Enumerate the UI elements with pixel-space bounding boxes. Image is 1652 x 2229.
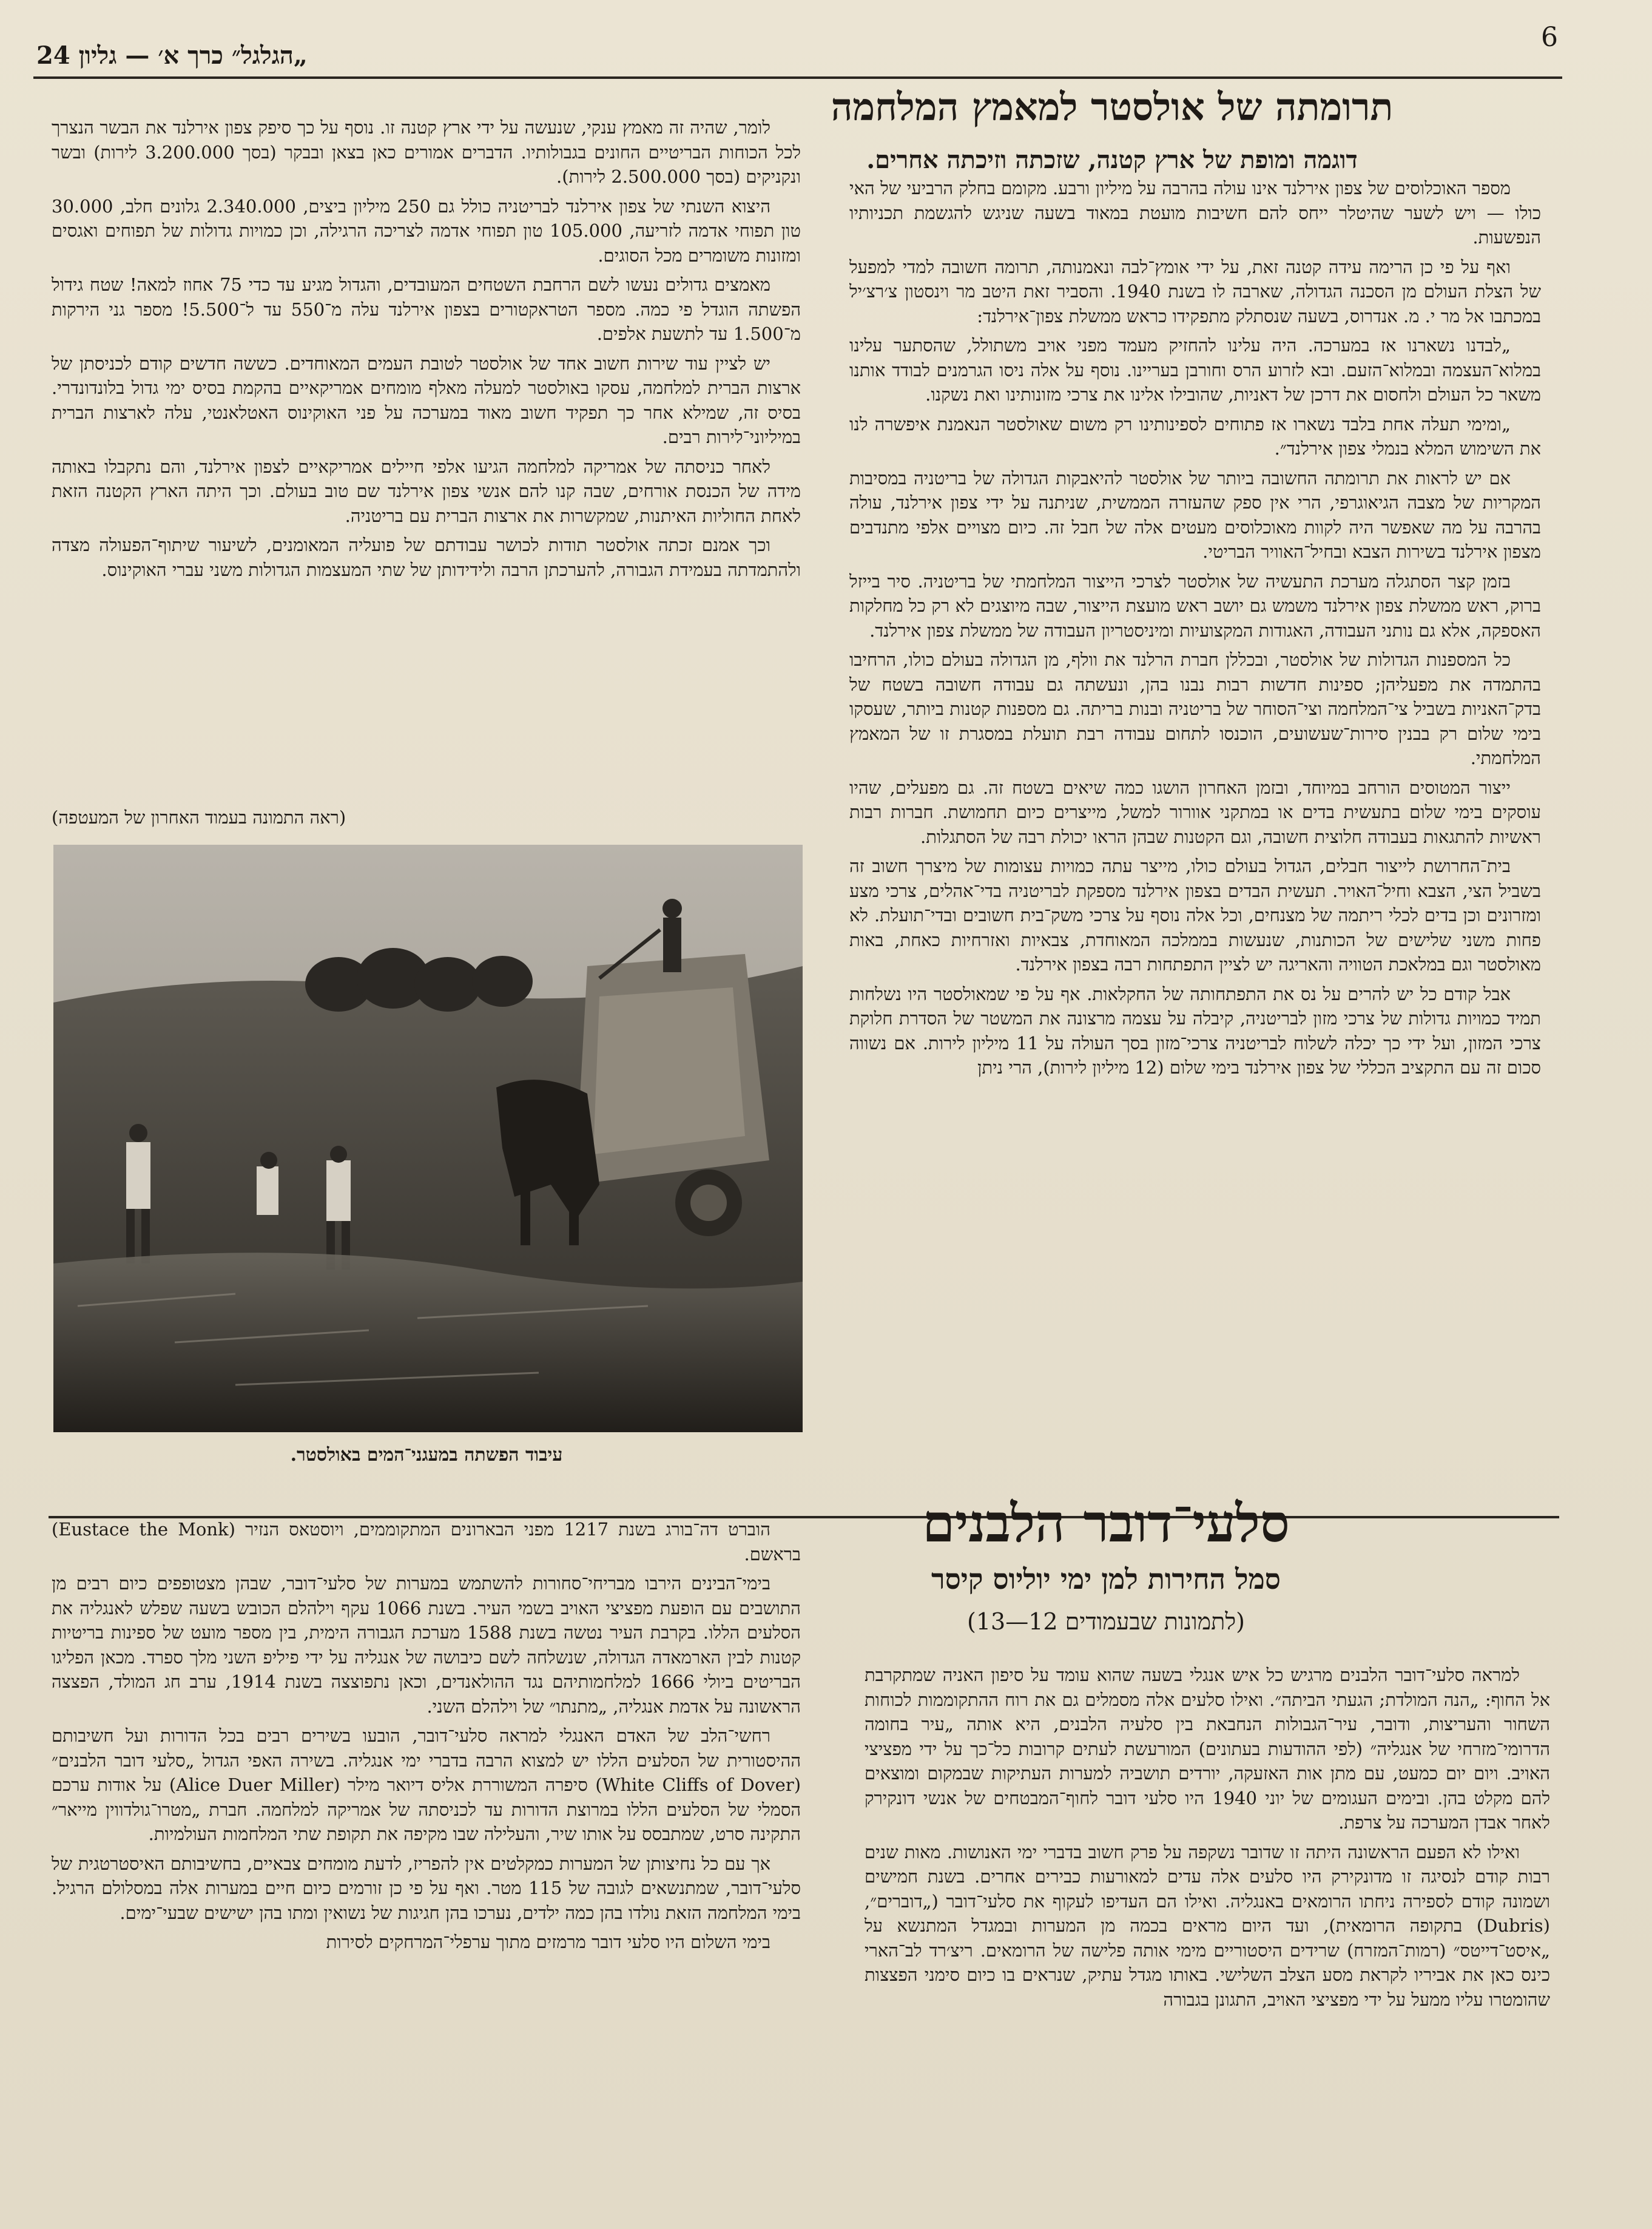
paragraph: ואף על פי כן הרימה עידה קטנה זאת, על ידי אומץ־לבה ונאמנותה, תרומה חשובה למדי למפעל של הצלת העולם מן הסכנה הגדולה, שארבה לו בשנת 1940. והסביר זאת היטב מר וינסטון צ׳רצ׳יל במכתבו אל מר י. מ. אנדרוס, בשעה שנסתלק מתפקידו כראש ממשלת צפון־אירלנד: [849, 256, 1541, 326]
article-column-left [52, 115, 801, 807]
paragraph: „ומימי תעלה אחת בלבד נשארו אז פתוחים לספינותינו רק משום שאולסטר הנאמנת איפשרה לנו את השימוש המלא בנמלי צפון אירלנד״. [849, 413, 1541, 459]
paragraph: בימי־הבינים הירבו מבריחי־סחורות להשתמש במערות של סלעי־דובר, שבהן מצטופפים כיום רבים מן התושבים עם הופעת מפציצי האויב בשמי העיר. בשנת 1066 עקף וילהלם הכובש בשעה שפלש לאנגליה את הסלעים הללו. בקרבת העיר נטשה בשנת 1588 מערכת הגבורה הימית, בין מספר מועט של ספינות בריטיות קטנות לבין הארמאדה הגדולה, שנשלחה לשם כיבושה של אנגליה על ידי פיליפ השני מלך ספרד. מכאן הפליגו הבריטים ביולי 1666 למלחמותיהם נגד ההולאנדים, וכאן נתפוצצה בשנת 1914, ערב חג המולד, הפצצה הראשונה על אדמת אנגליה, „מתנתו״ של וילהלם השני. [52, 1573, 801, 1717]
paragraph: מספר האוכלוסים של צפון אירלנד אינו עולה בהרבה על מיליון ורבע. מקומם בחלק הרביעי של האי כולו — ויש לשער שהיטלר ייחס להם חשיבות מועטת במאוד בשעה שניגש להגשמת תכניותיו הנפשעות. [849, 178, 1541, 248]
photo-caption: עיבוד הפשתה במעגני־המים באולסטר. [290, 1444, 563, 1466]
paragraph: לאחר כניסתה של אמריקה למלחמה הגיעו אלפי חיילים אמריקאיים לצפון אירלנד, והם נתקבלו באותה מידה של הכנסת אורחים, שבה קנו להם אנשי צפון אירלנד שם טוב בעולם. וכך היתה הארץ הקטנה הזאת לאחת החוליות האיתנות, שמקשרות את ארצות הברית עם בריטניה. [52, 456, 801, 526]
article2-column-right [865, 1663, 1550, 2221]
article2-note: (לתמונות שבעמודים 12—13) [967, 1608, 1245, 1635]
paragraph: בימי השלום היו סלעי דובר מרמזים מתוך ערפלי־המרחקים לסירות [326, 1932, 770, 1952]
paragraph: ואילו לא הפעם הראשונה היתה זו שדובר נשקפה על פרק חשוב בדברי ימי האנושות. מאות שנים רבות קודם לנסיגה זו מדונקירק היו סלעים אלה עדים למאורעות כבירים אחרים. בשנת חמישים ושמונה קודם לספירה ניחתו הרומאים באנגליה. ואילו הם העדיפו לעקוף את סלעי־דובר („דוברים״, (Dubris) בתקופה הרומאית), ועד היום מראים בכמה מן המערות ובמגדל המתנשא על „איסט־דייטס״ (רמות־המזרח) שרידים היסטוריים מימי אותה פלישה של הרומאים. ריצ׳רד לב־הארי כינס כאן את אביריו לקראת מסע הצלב השלישי. באותו מגדל עתיק, שנראים בו כיום סימני הפצצות שהומטרו עליו ממעל על ידי מפציצי האויב, התגונן בגבורה [865, 1841, 1550, 2010]
paragraph: היצוא השנתי של צפון אירלנד לבריטניה כולל גם 250 מיליון ביצים, 2.340.000 גלונים חלב, 30.000 טון תפוחי אדמה לזריעה, 105.000 טון תפוחי אדמה לצריכה הרגילה, וכן כמויות גדולות של תפוחים ואגסים ומזונות משומרים מכל הסוגים. [52, 195, 801, 266]
page-number: 6 [1541, 22, 1558, 53]
paragraph: בזמן קצר הסתגלה מערכת התעשיה של אולסטר לצרכי הייצור המלחמתי של בריטניה. סיר בייזל ברוק, ראש ממשלת צפון אירלנד משמש גם יושב ראש מועצת הייצור, שבה מיוצגים לא רק כל מחלקות האספקה, אלא גם נותני העבודה, האגודות המקצועיות ומיניסטריון העבודה של ממשלת צפון אירלנד. [849, 570, 1541, 641]
running-header: „הגלגל״ כרך א׳ — גליון 24 [36, 41, 308, 70]
paragraph: לומר, שהיה זה מאמץ ענקי, שנעשה על ידי ארץ קטנה זו. נוסף על כך סיפק צפון אירלנד את הבשר הנצרך לכל הכוחות הבריטיים החונים בגבולותיו. הדברים אמורים כאן בצאן ובבקר (בסך 3.200.000 לירות) ובשר ונקניקים (בסך 2.500.000 לירות). [52, 117, 801, 187]
paragraph: אם יש לראות את תרומתה החשובה ביותר של אולסטר להיאבקות הגדולה של בריטניה במסיבות המקריות של מצבה הגיאוגרפי, הרי אין ספק שהעזרה הממשית, שניתנה על ידי צפון אירלנד, עולה בהרבה על מה שאפשר היה לקוות מאוכלוסים מעטים אלה של חבל זה. כיום מצויים אלפי מתנדבים מצפון אירלנד בשירות הצבא ובחיל־האוויר הבריטי. [849, 467, 1541, 562]
paragraph: אבל קודם כל יש להרים על נס את התפתחותה של החקלאות. אף על פי שמאולסטר היו נשלחות תמיד כמויות גדולות של צרכי מזון לבריטניה, קיבלה על עצמה מרצונה את המשטר של הסדרת חלוקת צרכי המזון, ועל ידי כך יכלה לשלוח לבריטניה צרכי־מזון בסך העולה על 11 מיליון לירות. אם נשווה סכום זה עם התקציב הכללי של צפון אירלנד בימי שלום (12 מיליון לירות), הרי ניתן [849, 983, 1541, 1078]
article-subtitle: דוגמה ומופת של ארץ קטנה, שזכתה וזיכתה אחרים. [866, 146, 1358, 174]
paragraph: „לבדנו נשארנו אז במערכה. היה עלינו להחזיק מעמד מפני אויב משתולל, שהסתער עלינו במלוא־העצמה ובמלוא־הזעם. ובא לזרוע הרס וחורבן בעריינו. נוסף על אלה ניסו הגרמנים לבודד אותנו משאר כל העולם ולחסום את דרכן של דאניות, שהובילו אלינו את צרכי מזונותינו ואת נשקנו. [849, 335, 1541, 405]
paragraph: בית־החרושת לייצור חבלים, הגדול בעולם כולו, מייצר עתה כמויות עצומות של מיצרך חשוב זה בשביל הצי, הצבא וחיל־האויר. תעשית הבדים בצפון אירלנד מספקת לבריטניה בדי־אהלים, צרכי מצע ומזרונים וכן בדים לכלי ריתמה של מצנחים, וכל אלה נוסף על צרכי משק־בית חשובים ובדי־תועלת. לא פחות משני שלישים של הכותנות, שנעשות בממלכה המאוחדת, צבאיות ואזרחיות כאחת, באות מאולסטר וגם במלאכת הטוויה והאריגה יש לציין התפתחות רבה בצפון אירלנד. [849, 856, 1541, 975]
paragraph: ייצור המטוסים הורחב במיוחד, ובזמן האחרון הושגו כמה שיאים בשטח זה. גם מפעלים, שהיו עוסקים בימי שלום בתעשית בדים או במתקני אוורור למשל, מייצרים כיום תחמושת. חברות רבות ראשיות להתגאות בעבודה חלוצית חשובה, וגם הקטנות שבהן הראו יכולת רבה של הסתגלות. [849, 777, 1541, 847]
paragraph: הוברט דה־בורג בשנת 1217 מפני הבארונים המתקוממים, ויוסטאס הנזיר (Eustace the Monk) בראשם. [52, 1519, 801, 1564]
article2-column-left [52, 1517, 801, 2221]
photo-credit-note: (ראה התמונה בעמוד האחרון של המעטפה) [52, 807, 346, 828]
paragraph: כל המספנות הגדולות של אולסטר, ובכללן חברת הרלנד את וולף, מן הגדולה בעולם כולו, הרחיבו בהתמדה את מפעליהן; ספינות חדשות רבות נבנו בהן, ונעשתה גם עבודה חשובה בשטח של בדק־האניות בשביל צי־המלחמה וצי־הסוחר של בריטניה ובנות בריתה. גם מספנות קטנות ביותר, שעסקו בימי שלום רק בבנין סירות־שעשועים, הוכנסו לתחום עבודה רבת תועלת במסגרת זו של המאמץ המלחמתי. [849, 649, 1541, 768]
article2-title: סלעי־דובר הלבנים [922, 1493, 1290, 1554]
paragraph: רחשי־הלב של האדם האנגלי למראה סלעי־דובר, הובעו בשירים רבים בכל הדורות ועל חשיבותם ההיסטורית של הסלעים הללו יש למצוא הרבה בדברי ימי אנגליה. בשירה האפי הגדול „סלעי דובר הלבנים״ (White Cliffs of Dover) סיפרה המשוררת אליס דיואר מילר (Alice Duer Miller) על אודות ערכם הסמלי של הסלעים הללו במרוצת הדורות עד לכניסתה של אמריקה למלחמה. חברת „מטרו־גולדווין מייאר״ התקינה סרט, שמתבסס על אותו שיר, והעלילה שבו מקיפה את תקופת שתי המלחמות העולמיות. [52, 1725, 801, 1844]
header-rule [33, 76, 1562, 79]
paragraph: וכך אמנם זכתה אולסטר תודות לכושר עבודתם של פועליה המאומנים, לשיעור שיתוף־הפעולה מצדה ולהתמדתה בעמידת הגבורה, להערכתן הרבה ולידידותן של שתי המעצמות הגדולות משני עברי האוקינוס. [52, 535, 801, 580]
article2-subtitle: סמל החירות למן ימי יוליוס קיסר [931, 1563, 1281, 1595]
paragraph: יש לציין עוד שירות חשוב אחד של אולסטר לטובת העמים המאוחדים. כששה חדשים קודם לכניסתן של ארצות הברית למלחמה, עסקו באולסטר למעלה מאלף מומחים אמריקאיים בהקמת בסיס ימי גדול בלונדונדרי. בסיס זה, שמילא אחר כך תפקיד חשוב מאוד במערכה על פני האוקינוס האטלאנטי, עלה לארצות הברית במיליוני־לירות רבים. [52, 353, 801, 447]
article-title: תרומתה של אולסטר למאמץ המלחמה [831, 85, 1394, 129]
paragraph: למראה סלעי־דובר הלבנים מרגיש כל איש אנגלי בשעה שהוא עומד על סיפון האניה שמתקרבת אל החוף: „הנה המולדת; הגעתי הביתה״. ואילו סלעים אלה מסמלים גם את רוח ההתקוממות לכוחות השחור והעריצות, ודובר, עיר־הגבולות הנחבאת בין סלעיה הלבנים, היא אותה „עיר בחומה הדרומי־מזרחי של אנגליה״ (לפי ההודעות בעתונים) המורעשת לעתים קרובות כל־כך על ידי מפציצי האויב. ויום יום כמעט, עם מתן אות האזעקה, יורדים תושביה למערות העתיקות שבמקום ומוצאים להם מקלט בהן. ובימים העגומים של יוני 1940 היו סלעי דובר לחוף־המבטחים של אנשי דונקירק לאחר אבדן המערכה על צרפת. [865, 1665, 1550, 1833]
paragraph: מאמצים גדולים נעשו לשם הרחבת השטחים המעובדים, והגדול מגיע עד כדי 75 אחוז למאה! שטח גידול הפשתה הוגדל פי כמה. מספר הטראקטורים בצפון אירלנד עלה מ־550 עד ל־5.500! מספר גני הירקות מ־1.500 עד לתשעת אלפים. [52, 274, 801, 344]
article-column-right [849, 176, 1541, 1378]
flax-retting-photo [53, 845, 803, 1432]
paragraph: אך עם כל נחיצותן של המערות כמקלטים אין להפריז, לדעת מומחים צבאיים, בחשיבותם האיסטרטגית של סלעי־דובר, שמתנשאים לגובה של 115 מטר. ואף על פי כן זורמים כיום חיים במערות אלה במסלולם הרגיל. בימי המלחמה הזאת נולדו בהן כמה ילדים, נערכו בהן חגיגות של נשואין ומתו בהן ישישים שבעי־ימים. [52, 1853, 801, 1923]
